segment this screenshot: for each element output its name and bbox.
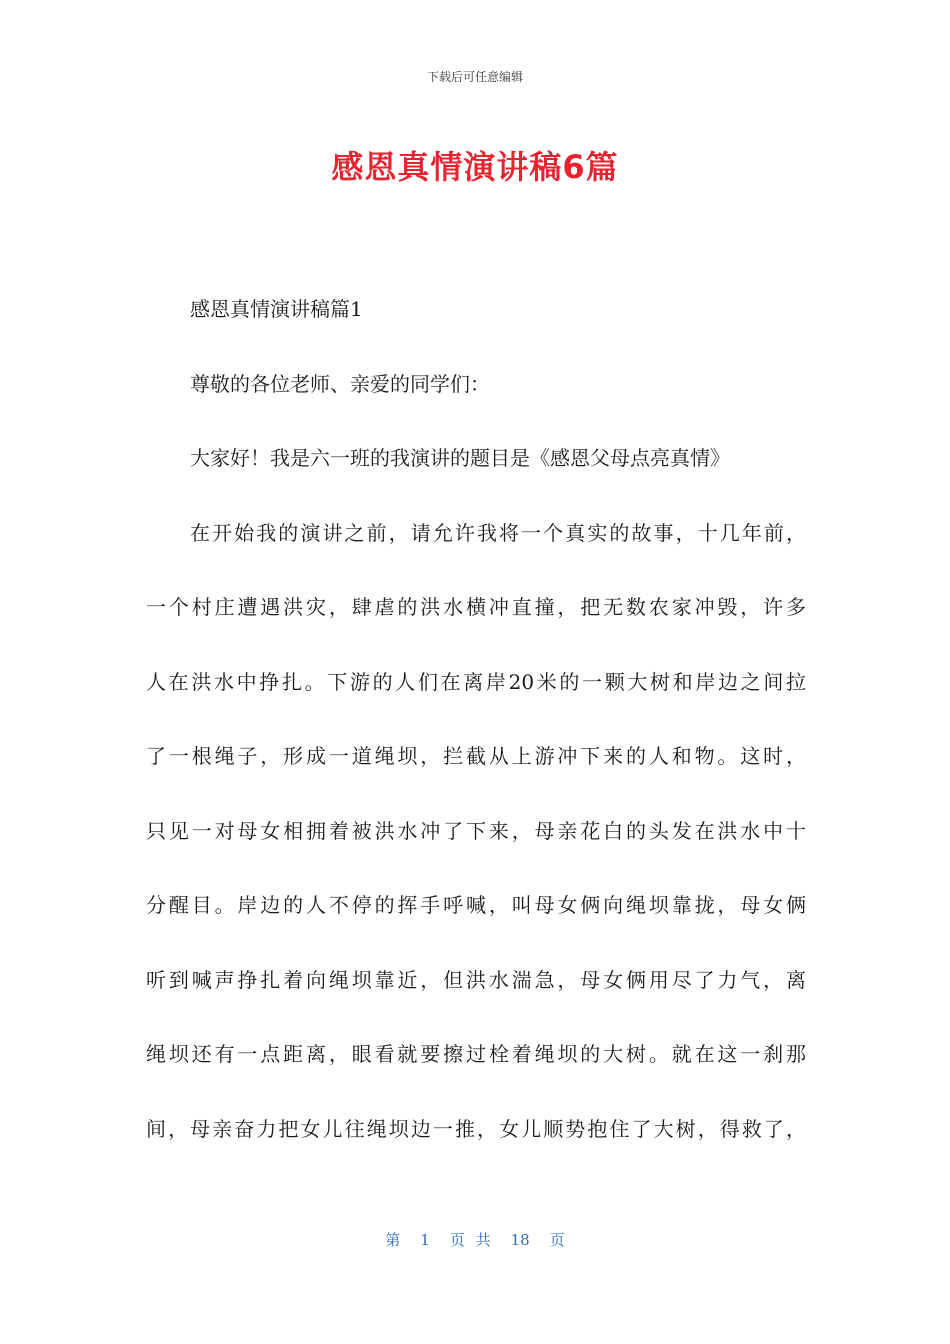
page-footer [0, 1229, 950, 1250]
paragraph-line: 一个村庄遭遇洪灾，肆虐的洪水横冲直撞，把无数农家冲毁，许多 [146, 595, 806, 619]
document-body [146, 272, 806, 1166]
paragraph-line: 大家好！我是六一班的我演讲的题目是《感恩父母点亮真情》 [190, 446, 730, 470]
section-heading: 感恩真情演讲稿篇1 [190, 297, 363, 321]
page-suffix: 页 [549, 1231, 565, 1249]
total-pages: 18 [510, 1231, 530, 1249]
paragraph-line: 在开始我的演讲之前，请允许我将一个真实的故事，十几年前， [190, 520, 806, 545]
page-number: 1 [420, 1231, 430, 1249]
header-note: 下载后可任意编辑 [426, 70, 523, 84]
paragraph-line: 绳坝还有一点距离，眼看就要擦过栓着绳坝的大树。就在这一刹那 [146, 1042, 806, 1066]
paragraph-line: 间，母亲奋力把女儿往绳坝边一推，女儿顺势抱住了大树，得救了， [146, 1116, 806, 1141]
document-title: 感恩真情演讲稿6篇 [331, 148, 619, 186]
salutation: 尊敬的各位老师、亲爱的同学们： [190, 371, 490, 396]
paragraph-line: 人在洪水中挣扎。下游的人们在离岸20米的一颗大树和岸边之间拉 [146, 669, 806, 694]
paragraph-line: 分醒目。岸边的人不停的挥手呼喊，叫母女俩向绳坝靠拢，母女俩 [146, 893, 806, 917]
paragraph-line: 了一根绳子，形成一道绳坝，拦截从上游冲下来的人和物。这时， [146, 744, 806, 768]
paragraph-line: 听到喊声挣扎着向绳坝靠近，但洪水湍急，母女俩用尽了力气，离 [146, 967, 806, 992]
paragraph-line: 只见一对母女相拥着被洪水冲了下来，母亲花白的头发在洪水中十 [146, 818, 806, 843]
page-label: 第 [385, 1231, 401, 1249]
total-label: 页 共 [449, 1231, 491, 1249]
